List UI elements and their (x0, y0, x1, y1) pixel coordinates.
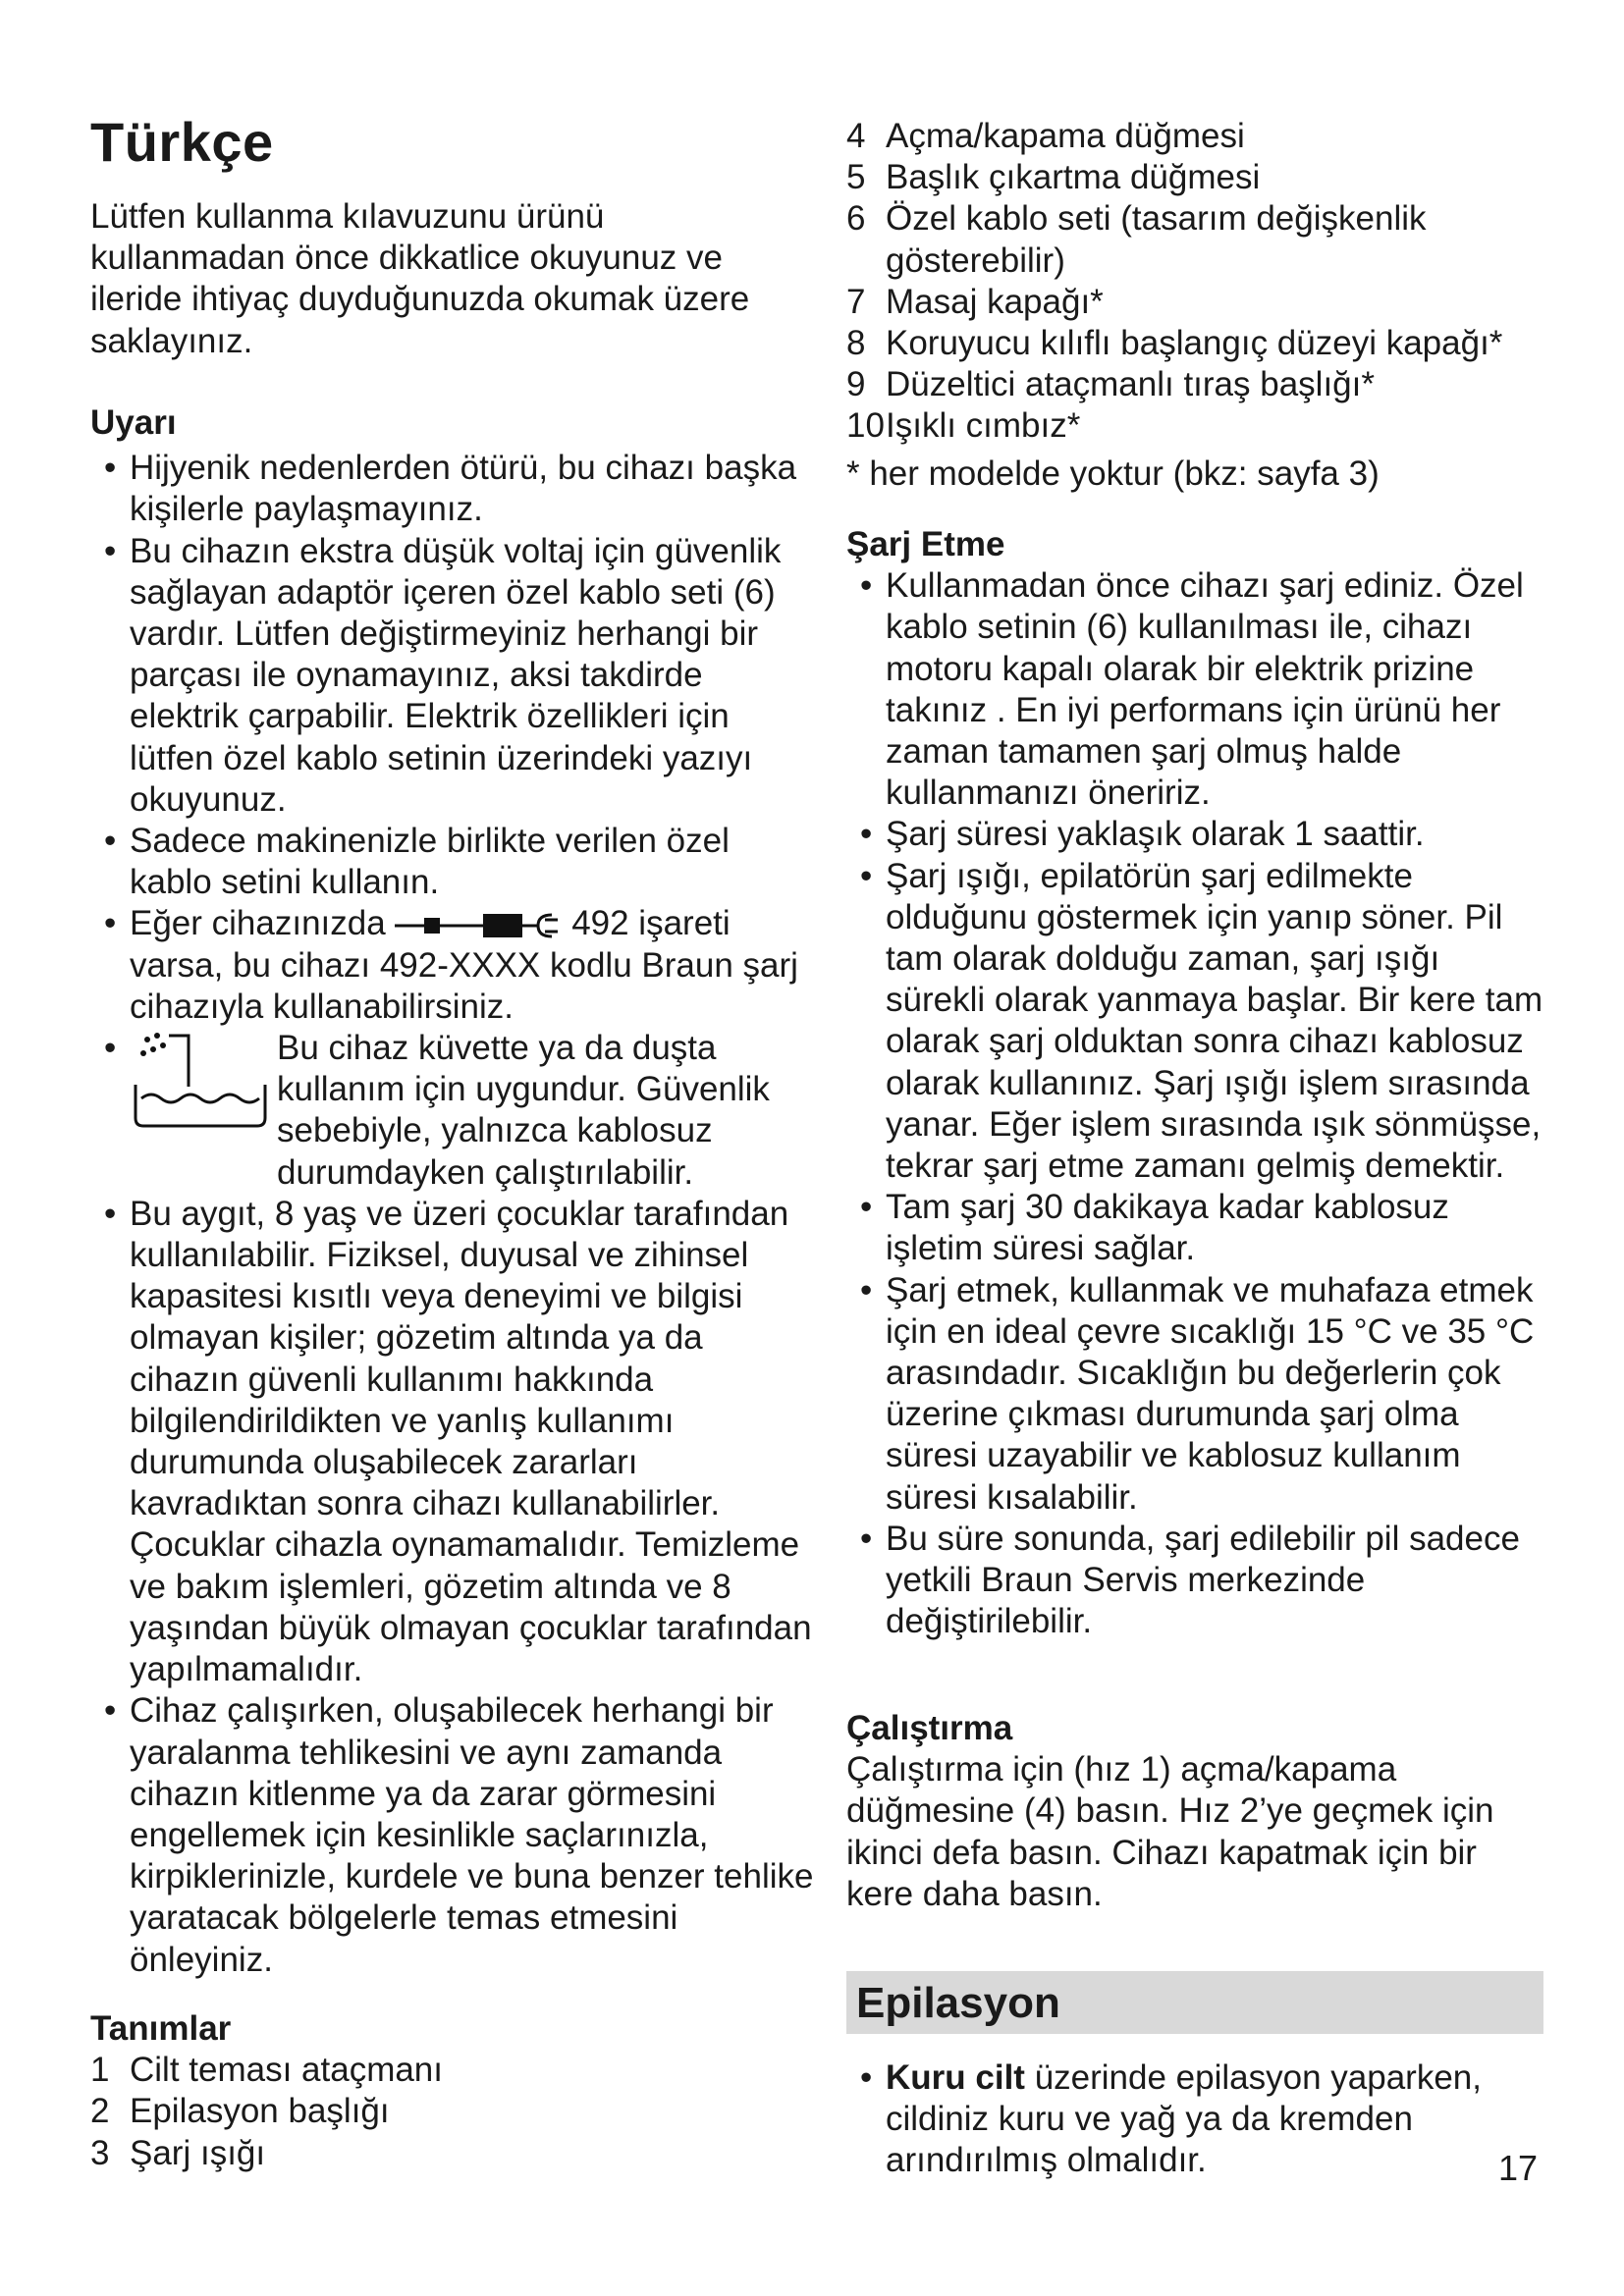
operation-heading: Çalıştırma (846, 1709, 1013, 1747)
warning-bullet-cable: • Bu cihazın ekstra düşük voltaj için güvenlik sağlayan adaptör içeren özel kablo seti (6) vardır. Lütfen değiştirmeyiniz herhangi bir parçası ile oynamayınız, aksi takdirde elektrik çarpabilir. Elektrik özellikleri için lütfen özel kablo setinin üzerindeki yazıyı okuyunuz. (90, 531, 817, 821)
page-number: 17 (1497, 2148, 1538, 2188)
warning-492-pre: Eğer cihazınızda (130, 904, 386, 943)
warning-section (90, 402, 817, 1981)
warning-bullet-hair: • Cihaz çalışırken, oluşabilecek herhangi bir yaralanma tehlikesini ve aynı zamanda cihazın kitlenme ya da zarar görmesini engellemek için kesinlikle saçlarınızla, kirpiklerinizle, kurdele ve buna benzer tehlike yaratacak bölgelerle temas etmesini önleyiniz. (90, 1690, 817, 1980)
definition-item: 4 Açma/kapama düğmesi (846, 117, 1245, 155)
definitions-heading: Tanımlar (90, 2009, 232, 2048)
warning-bullet-hygiene: • Hijyenik nedenlerden ötürü, bu cihazı başka kişilerle paylaşmayınız. (90, 448, 817, 530)
warning-bullet-bath (90, 1028, 817, 1194)
charging-heading: Şarj Etme (846, 525, 1005, 563)
charging-section (846, 524, 1543, 1642)
epilation-heading: Epilasyon (856, 1979, 1060, 2027)
definitions-continued (846, 116, 1553, 495)
definition-item: 9 Düzeltici ataçmanlı tıraş başlığı* (846, 365, 1375, 404)
definition-item: 2 Epilasyon başlığı (90, 2092, 390, 2131)
definition-item: 8 Koruyucu kılıflı başlangıç düzeyi kapağı* (846, 324, 1503, 363)
definitions-footnote: * her modelde yoktur (bkz: sayfa 3) (846, 454, 1380, 493)
charging-bullet-light: • Şarj ışığı, epilatörün şarj edilmekte olduğunu göstermek için yanıp söner. Pil tam olarak dolduğu zaman, şarj ışığı sürekli olarak yanmaya başlar. Bir kere tam olarak şarj olduktan sonra cihazı kablosuz olarak kullanınız. Şarj ışığı işlem sırasında yanar. Eğer işlem sırasında ışık sönmüşse, tekrar şarj etme zamanı gelmiş demektir. (846, 856, 1543, 1188)
definitions-section (90, 2008, 797, 2174)
intro-text: Lütfen kullanma kılavuzunu ürünü kullanmadan önce dikkatlice okuyunuz ve ileride ihtiyaç duyduğunuzda okumak üzere saklayınız. (90, 197, 750, 360)
definition-item: 3 Şarj ışığı (90, 2133, 266, 2172)
charging-bullet-time: • Şarj süresi yaklaşık olarak 1 saattir. (846, 814, 1543, 855)
plug-symbol-icon (395, 909, 562, 942)
definition-item: 10 Işıklı cımbız* (846, 406, 1081, 446)
charging-bullet-runtime: • Tam şarj 30 dakikaya kadar kablosuz işletim süresi sağlar. (846, 1187, 1543, 1269)
warning-492-post: 492 işareti varsa, bu cihazı 492-XXXX kodlu Braun şarj cihazıyla kullanabilirsiniz. (130, 904, 798, 1026)
operation-section (846, 1708, 1543, 1915)
epilation-dry-skin-text: üzerinde epilasyon yaparken, cildiniz kuru ve yağ ya da kremden arındırılmış olmalıdır. (886, 2058, 1482, 2180)
epilation-bullet-dry-skin (846, 2057, 1583, 2182)
warning-bullet-children: • Bu aygıt, 8 yaş ve üzeri çocuklar tarafından kullanılabilir. Fiziksel, duyusal ve zihinsel kapasitesi kısıtlı veya deneyimi ve bilgisi olmayan kişiler; gözetim altında ya da cihazın güvenli kullanımı hakkında bilgilendirildikten ve yanlış kullanımı durumunda oluşabilecek zararları kavradıktan sonra cihazı kullanabilirler. Çocuklar cihazla oynamamalıdır. Temizleme ve bakım işlemleri, gözetim altında ve 8 yaşından büyük olmayan çocuklar tarafından yapılmamalıdır. (90, 1194, 817, 1690)
definition-item: 7 Masaj kapağı* (846, 282, 1104, 321)
charging-bullet-battery: • Bu süre sonunda, şarj edilebilir pil sadece yetkili Braun Servis merkezinde değiştirilebilir. (846, 1519, 1543, 1643)
bathtub-shower-icon (130, 1028, 277, 1136)
definition-item: 1 Cilt teması ataçmanı (90, 2051, 443, 2090)
warning-bath-pre: Bu cihaz küvette ya da duşta (277, 1029, 717, 1068)
definition-item: 6 Özel kablo seti (tasarım değişkenlik gösterebilir) (846, 199, 1427, 280)
charging-bullet-before-use: • Kullanmadan önce cihazı şarj ediniz. Özel kablo setinin (6) kullanılması ile, cihazı motoru kapalı olarak bir elektrik prizine takınız . En iyi performans için ürünü her zaman tamamen şarj olmuş halde kullanmanızı öneririz. (846, 565, 1543, 814)
definition-item: 5 Başlık çıkartma düğmesi (846, 158, 1261, 197)
charging-bullet-temperature: • Şarj etmek, kullanmak ve muhafaza etmek için en ideal çevre sıcaklığı 15 °C ve 35 °C arasındadır. Sıcaklığın bu değerlerin çok üzerine çıkması durumunda şarj olma süresi uzayabilir ve kablosuz kullanım süresi kısalabilir. (846, 1270, 1543, 1519)
warning-bath-post: kullanım için uygundur. Güvenlik sebebiyle, yalnızca kablosuz durumdayken çalıştırılabilir. (277, 1070, 770, 1192)
epilation-dry-skin-bold: Kuru cilt (886, 2058, 1025, 2097)
warning-bullet-492 (90, 903, 817, 1028)
warning-heading: Uyarı (90, 403, 177, 442)
page-title: Türkçe (90, 111, 274, 173)
warning-bullet-cable-set: • Sadece makinenizle birlikte verilen özel kablo setini kullanın. (90, 821, 817, 903)
operation-text: Çalıştırma için (hız 1) açma/kapama düğmesine (4) basın. Hız 2’ye geçmek için ikinci defa basın. Cihazı kapatmak için bir kere daha basın. (846, 1750, 1494, 1913)
epilation-heading-bar (846, 1971, 1543, 2034)
